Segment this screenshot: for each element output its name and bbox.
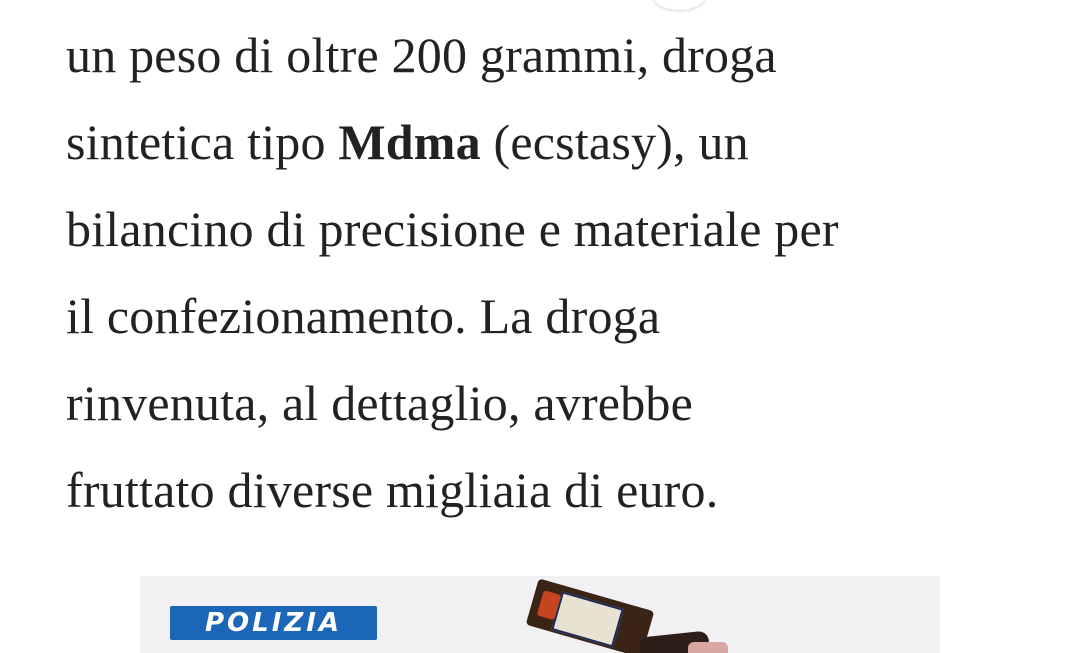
article-line-6: fruttato diverse migliaia di euro. [66, 462, 719, 518]
article-line-4: il confezionamento. La droga [66, 288, 661, 344]
article-image[interactable] [140, 576, 940, 653]
article-text-segment: (ecstasy), un [480, 114, 749, 170]
polizia-logo: POLIZIA [170, 606, 377, 640]
article-line-2 [66, 99, 1026, 186]
candy-bar-image [526, 578, 655, 653]
article-text-segment: sintetica tipo [66, 114, 339, 170]
wrapper-piece [688, 642, 728, 653]
article-line-5: rinvenuta, al dettaglio, avrebbe [66, 375, 693, 431]
article-line-3: bilancino di precisione e materiale per [66, 201, 839, 257]
article-line-1: un peso di oltre 200 grammi, droga [66, 27, 777, 83]
bold-term: Mdma [338, 114, 481, 170]
wrapper-label [551, 591, 624, 647]
scroll-indicator [652, 0, 706, 10]
article-paragraph [66, 12, 1026, 534]
